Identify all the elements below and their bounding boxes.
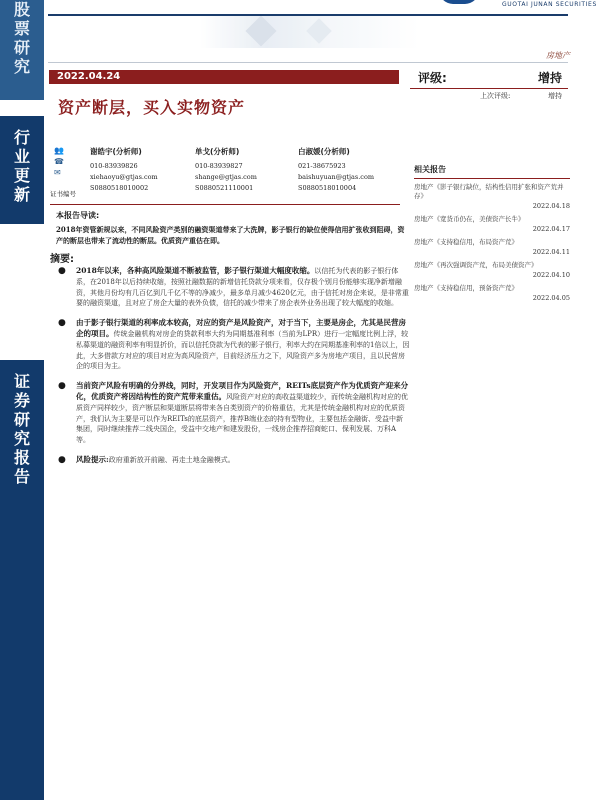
- bullet-icon: ●: [58, 381, 66, 392]
- bullet-body: 风险资产对应的高收益渠道较少，而传统金融机构对应的优质资产同样较少，资产断层和渠道断层将带来各自类别资产的价格重估，尤其是传统金融机构对应的优质资产，我们认为主要是可以作为REITs的底层资产，推荐B端业态的持有型物业，主要包括金融街、受益中新集团，同时继续推荐二线央国企，受益中交地产和建发股份，一线房企推荐招商蛇口、保利发展、万科A等。: [76, 392, 408, 445]
- abstract-bullets: [58, 266, 410, 475]
- related-report-title: 房地产《宽货币仍在，美债资产长牛》: [414, 215, 525, 223]
- guide-text: 2018年资管新规以来，不同风险资产类别的融资渠道带来了大洗牌，影子银行的缺位使得信用扩张收到阻碍，资产的断层也带来了流动性的断层。优质资产重估在即。: [56, 225, 405, 245]
- report-date: 2022.04.24: [49, 70, 399, 84]
- bullet-icon: ●: [58, 318, 66, 329]
- related-report-date: 2022.04.18: [532, 202, 570, 210]
- abstract-bullet: [58, 455, 410, 466]
- related-report-item[interactable]: [414, 261, 570, 280]
- related-report-date: 2022.04.11: [532, 248, 570, 256]
- analyst-name: 单戈(分析师): [195, 147, 240, 156]
- analyst-card: [90, 146, 158, 194]
- rating-row: [410, 66, 568, 88]
- bullet-icon: ●: [58, 266, 66, 276]
- related-reports: [414, 164, 570, 303]
- related-report-title: 房地产《影子银行缺位，结构性信用扩张和资产荒并存》: [414, 183, 564, 200]
- email-icon: ✉: [54, 168, 61, 177]
- rating-box: [410, 66, 568, 102]
- related-report-title: 房地产《支持稳信用，布局资产荒》: [414, 238, 518, 246]
- header-decoration: [200, 14, 420, 48]
- guide-label: 本报告导读:: [56, 211, 100, 220]
- analyst-card: [195, 146, 257, 194]
- abstract-label: 摘要:: [50, 254, 74, 265]
- analyst-phone: 010-83939827: [195, 162, 243, 170]
- bullet-lead: 由于影子银行渠道的利率成本较高，对应的资产是风险资产，对于当下，主要是房企，尤其是民营房企的项目。: [76, 318, 406, 338]
- previous-rating: [480, 91, 568, 101]
- related-report-item[interactable]: [414, 215, 570, 234]
- analyst-phone: 010-83939826: [90, 162, 138, 170]
- bullet-lead: 2018年以来，各种高风险渠道不断被监管，影子银行渠道大幅度收缩。: [76, 266, 315, 275]
- analyst-email[interactable]: shange@gtjas.com: [195, 173, 257, 181]
- previous-rating-label: 上次评级:: [480, 92, 511, 100]
- brand-divider: [48, 14, 568, 16]
- analyst-phone: 021-38675923: [298, 162, 346, 170]
- report-title: 资产断层，买入实物资产: [58, 98, 246, 117]
- related-report-date: 2022.04.05: [532, 294, 570, 302]
- brand-name: GUOTAI JUNAN SECURITIES: [502, 1, 597, 8]
- bullet-icon: ●: [58, 454, 66, 465]
- related-report-item[interactable]: [414, 183, 570, 211]
- analyst-cert: S0880518010004: [298, 184, 357, 192]
- analyst-email[interactable]: xiehaoyu@gtjas.com: [90, 173, 158, 181]
- previous-rating-value: 增持: [548, 92, 562, 100]
- sidebar-label-industry-update: 行 业 更 新: [13, 128, 30, 204]
- analyst-table: [50, 146, 400, 204]
- rating-label: 评级:: [418, 71, 447, 85]
- sidebar-label-securities-report: 证 券 研 究 报 告: [13, 372, 30, 486]
- analyst-name: 谢皓宇(分析师): [90, 147, 142, 156]
- phone-icon: ☎: [54, 157, 64, 166]
- analyst-cert: S0880521110001: [195, 184, 254, 192]
- analyst-email[interactable]: baishuyuan@gtjas.com: [298, 173, 375, 181]
- analyst-name: 白淑媛(分析师): [298, 147, 350, 156]
- analyst-cert: S0880518010002: [90, 184, 149, 192]
- related-report-title: 房地产《再次强调资产荒，布局美债资产》: [414, 261, 538, 269]
- related-reports-title: 相关报告: [414, 164, 570, 179]
- industry-tag: 房地产: [546, 51, 570, 60]
- related-report-date: 2022.04.17: [532, 225, 570, 233]
- bullet-body: 以信托为代表的影子银行体系，在2018年以后持续收缩，按照社融数据的新增信托贷款分项来看，仅存极个别月份能够实现净新增融资，其他月份均有几百亿到几千亿不等的净减少，最多单月减少4620亿元，由于信托对房企来说，是非常重要的融资渠道，且对应了房企大量的表外负债，信托的减少带来了房企表外业务出现了较大幅度的收缩。: [76, 267, 409, 308]
- bullet-body: 政府重新放开前融、再走土地金融模式。: [108, 455, 235, 464]
- bullet-lead: 当前资产风险有明确的分界线，同时，开发项目作为风险资产，REITs底层资产作为优质资产迎来分化，优质资产将因结构性的资产荒带来重估。: [76, 381, 409, 401]
- related-report-item[interactable]: [414, 284, 570, 303]
- related-report-date: 2022.04.10: [532, 271, 570, 279]
- bullet-lead: 风险提示:: [76, 454, 109, 464]
- left-band: [0, 0, 44, 800]
- person-icon: 👥: [54, 146, 64, 155]
- rating-divider: [410, 88, 568, 89]
- abstract-bullet: [58, 381, 410, 446]
- analyst-divider: [50, 204, 400, 205]
- abstract-bullet: [58, 266, 410, 309]
- cert-label: 证书编号: [50, 190, 76, 198]
- related-report-title: 房地产《支持稳信用，预备资产荒》: [414, 284, 518, 292]
- header-divider: [48, 62, 568, 63]
- rating-value: 增持: [537, 71, 562, 85]
- analyst-icons: [54, 146, 68, 179]
- brand-logo-icon: [439, 0, 479, 4]
- bullet-body: 传统金融机构对房企的贷款利率大约为同期基准利率（当前为LPR）进行一定幅度比例上浮，较私募渠道的融资利率有明显折价，而以信托贷款为代表的影子银行，利率大约在同期基准利率的1倍以上，因此，大多借款方对应的项目对应为高风险资产，目前经济压力之下，风险资产多为房地产项目，且以民营房企的项目为主。: [76, 329, 410, 371]
- analyst-card: [298, 146, 374, 194]
- abstract-bullet: [58, 318, 410, 372]
- related-report-item[interactable]: [414, 238, 570, 257]
- sidebar-label-stock-research: 股 票 研 究: [13, 0, 30, 76]
